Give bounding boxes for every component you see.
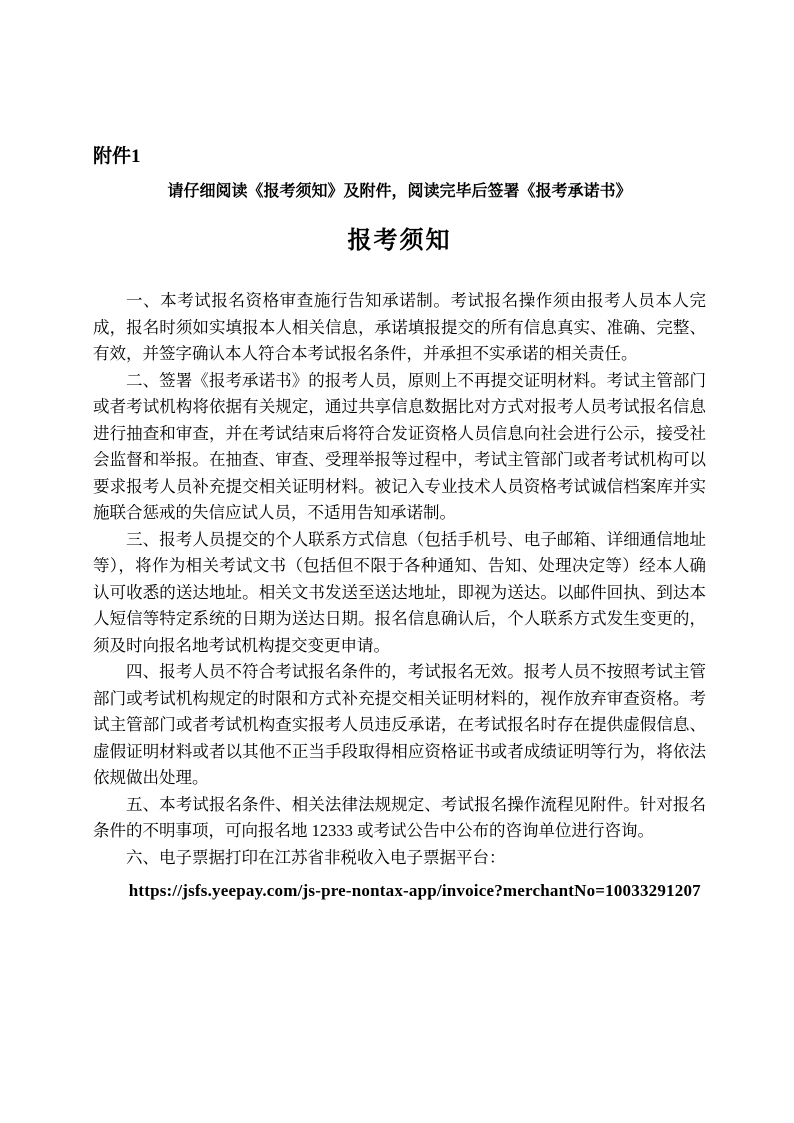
paragraph-3: 三、报考人员提交的个人联系方式信息（包括手机号、电子邮箱、详细通信地址等），将作为相关考试文书（包括但不限于各种通知、告知、处理决定等）经本人确认可收悉的送达地址。相关文书发送至送达地址，即视为送达。以邮件回执、到达本人短信等特定系统的日期为送达日期。报名信息确认后，个人联系方式发生变更的，须及时向报名地考试机构提交变更申请。 <box>93 529 706 655</box>
paragraph-2: 二、签署《报考承诺书》的报考人员，原则上不再提交证明材料。考试主管部门或者考试机构将依据有关规定，通过共享信息数据比对方式对报考人员考试报名信息进行抽查和审查，并在考试结束后将符合发证资格人员信息向社会进行公示，接受社会监督和举报。在抽查、审查、受理举报等过程中，考试主管部门或者考试机构可以要求报考人员补充提交相关证明材料。被记入专业技术人员资格考试诚信档案库并实施联合惩戒的失信应试人员，不适用告知承诺制。 <box>93 370 706 522</box>
paragraph-4: 四、报考人员不符合考试报名条件的，考试报名无效。报考人员不按照考试主管部门或考试机构规定的时限和方式补充提交相关证明材料的，视作放弃审查资格。考试主管部门或者考试机构查实报考人员违反承诺，在考试报名时存在提供虚假信息、虚假证明材料或者以其他不正当手段取得相应资格证书或者成绩证明等行为，将依法依规做出处理。 <box>93 662 706 787</box>
paragraph-1: 一、本考试报名资格审查施行告知承诺制。考试报名操作须由报考人员本人完成，报名时须如实填报本人相关信息，承诺填报提交的所有信息真实、准确、完整、有效，并签字确认本人符合本考试报名条件，并承担不实承诺的相关责任。 <box>93 291 706 363</box>
invoice-url: https://jsfs.yeepay.com/js-pre-nontax-app/invoice?merchantNo=10033291207 <box>128 881 701 900</box>
attachment-label: 附件1 <box>93 146 141 167</box>
paragraph-5: 五、本考试报名条件、相关法律法规规定、考试报名操作流程见附件。针对报名条件的不明事项，可向报名地 12333 或考试公告中公布的咨询单位进行咨询。 <box>93 794 706 840</box>
instruction-note: 请仔细阅读《报考须知》及附件，阅读完毕后签署《报考承诺书》 <box>167 183 632 200</box>
body-text <box>93 288 706 904</box>
page-title: 报考须知 <box>347 228 452 254</box>
document-content <box>93 145 706 904</box>
paragraph-6: 六、电子票据打印在江苏省非税收入电子票据平台： <box>126 847 506 867</box>
